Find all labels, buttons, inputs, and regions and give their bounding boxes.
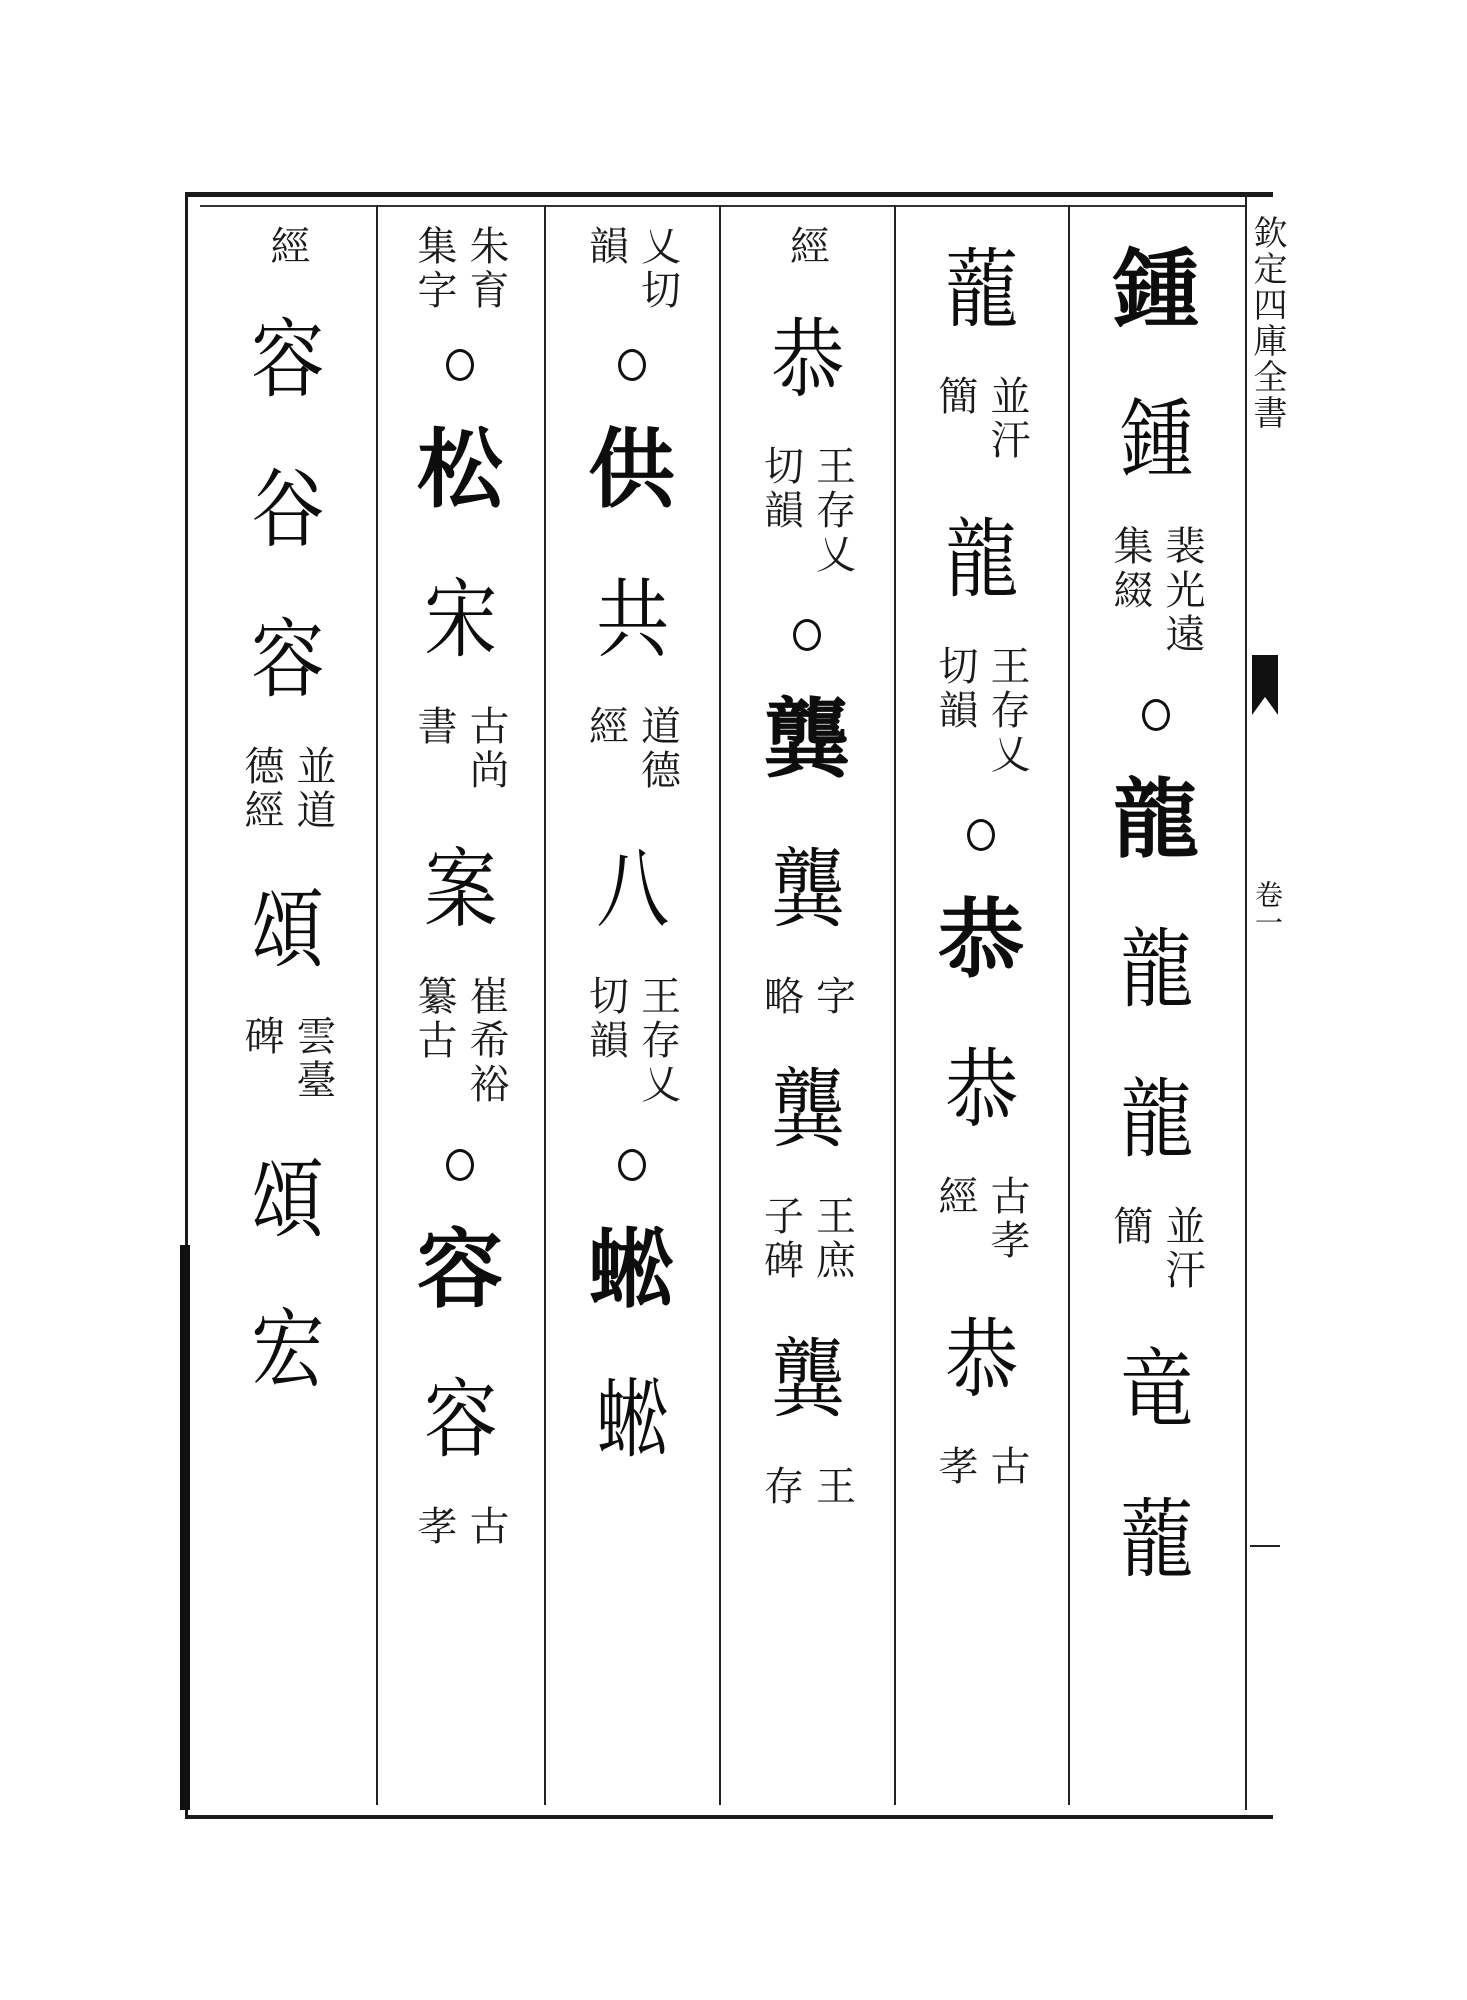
headword-glyph: 容 xyxy=(417,1219,503,1320)
annotation-line: 簡 xyxy=(1107,1205,1153,1249)
entry-circle-mark xyxy=(446,1149,474,1181)
source-annotation xyxy=(933,1175,1029,1263)
annotation-line: 乂切 xyxy=(634,225,681,313)
headword-glyph: 恭 xyxy=(938,889,1024,990)
annotation-line: 德經 xyxy=(238,745,284,833)
source-annotation xyxy=(785,225,829,269)
annotation-line: 略 xyxy=(757,975,804,1019)
entry-circle-mark xyxy=(1142,699,1170,731)
annotation-line: 經 xyxy=(932,1175,978,1219)
source-annotation xyxy=(759,1465,855,1509)
annotation-line: 古 xyxy=(984,1445,1030,1489)
seal-script-glyph: 容 xyxy=(251,610,323,710)
frame-inner-rule xyxy=(200,205,1245,207)
entry-circle-mark xyxy=(793,619,821,651)
annotation-line: 經 xyxy=(264,225,310,269)
source-annotation xyxy=(759,975,855,1019)
source-annotation xyxy=(265,225,309,269)
banxin-juan: 卷一 xyxy=(1251,880,1284,936)
seal-script-glyph: 容 xyxy=(424,1370,496,1470)
annotation-line: 王存乂 xyxy=(984,645,1030,777)
annotation-line: 王 xyxy=(809,1465,856,1509)
seal-script-glyph: 恭 xyxy=(945,1040,1017,1140)
seal-script-glyph: 宋 xyxy=(424,570,496,670)
seal-script-glyph: 龍 xyxy=(945,510,1017,610)
source-annotation xyxy=(759,445,855,577)
entry-circle-mark xyxy=(967,819,995,851)
source-annotation xyxy=(412,1505,508,1549)
annotation-line: 切韻 xyxy=(582,975,629,1063)
text-column-6 xyxy=(200,215,374,1795)
annotation-line: 簡 xyxy=(932,375,978,419)
annotation-line: 書 xyxy=(411,705,457,749)
seal-script-glyph: 八 xyxy=(595,840,668,940)
headword-glyph: 龔 xyxy=(763,689,850,790)
seal-script-glyph: 龍 xyxy=(1120,920,1192,1020)
annotation-line: 古孝 xyxy=(984,1175,1030,1263)
headword-glyph: 供 xyxy=(588,419,675,520)
text-column-3 xyxy=(721,215,892,1795)
seal-script-glyph: 容 xyxy=(251,310,323,410)
source-annotation xyxy=(239,1015,335,1103)
annotation-line: 子碑 xyxy=(757,1195,804,1283)
source-annotation xyxy=(239,745,335,833)
entry-circle-mark xyxy=(446,349,474,381)
seal-script-glyph: 恭 xyxy=(770,310,843,410)
annotation-line: 並汗 xyxy=(984,375,1030,463)
text-column-2 xyxy=(896,215,1066,1795)
seal-script-glyph: 蘢 xyxy=(945,240,1017,340)
seal-script-glyph: 龔 xyxy=(770,1330,843,1430)
source-annotation xyxy=(584,975,680,1107)
annotation-line: 裴光遠 xyxy=(1159,525,1205,657)
source-annotation xyxy=(584,225,680,313)
annotation-line: 朱育 xyxy=(463,225,509,313)
annotation-line: 纂古 xyxy=(411,975,457,1063)
text-column-4 xyxy=(546,215,717,1795)
headword-glyph: 蜙 xyxy=(588,1219,675,1320)
seal-script-glyph: 龔 xyxy=(770,1060,843,1160)
text-column-1 xyxy=(1070,215,1242,1795)
annotation-line: 雲臺 xyxy=(290,1015,336,1103)
annotation-line: 碑 xyxy=(238,1015,284,1059)
annotation-line: 切韻 xyxy=(932,645,978,733)
seal-script-glyph: 共 xyxy=(595,570,668,670)
banxin-strip xyxy=(1245,192,1287,1810)
entry-circle-mark xyxy=(618,1149,646,1181)
annotation-line: 並道 xyxy=(290,745,336,833)
annotation-line: 孝 xyxy=(932,1445,978,1489)
banxin-tick xyxy=(1250,1545,1280,1547)
seal-script-glyph: 蜙 xyxy=(595,1370,668,1470)
annotation-line: 王庶 xyxy=(809,1195,856,1283)
annotation-line: 韻 xyxy=(582,225,629,269)
source-annotation xyxy=(1108,525,1204,657)
seal-script-glyph: 案 xyxy=(424,840,496,940)
seal-script-glyph: 宏 xyxy=(251,1300,323,1400)
annotation-line: 經 xyxy=(783,225,830,269)
banxin-title: 欽定四庫全書 xyxy=(1247,215,1287,431)
annotation-line: 古尚 xyxy=(463,705,509,793)
annotation-line: 經 xyxy=(582,705,629,749)
annotation-line: 集字 xyxy=(411,225,457,313)
source-annotation xyxy=(584,705,680,793)
source-annotation xyxy=(1108,1205,1204,1293)
seal-script-glyph: 龍 xyxy=(1120,1070,1192,1170)
source-annotation xyxy=(933,1445,1029,1489)
seal-script-glyph: 頌 xyxy=(251,880,323,980)
seal-script-glyph: 蘢 xyxy=(1120,1490,1192,1590)
annotation-line: 存 xyxy=(757,1465,804,1509)
source-annotation xyxy=(412,225,508,313)
frame-left-bar xyxy=(180,1245,190,1810)
annotation-line: 並汗 xyxy=(1159,1205,1205,1293)
seal-script-glyph: 恭 xyxy=(945,1310,1017,1410)
annotation-line: 道德 xyxy=(634,705,681,793)
source-annotation xyxy=(759,1195,855,1283)
seal-script-glyph: 頌 xyxy=(251,1150,323,1250)
entry-circle-mark xyxy=(618,349,646,381)
seal-script-glyph: 竜 xyxy=(1120,1340,1192,1440)
annotation-line: 崔希裕 xyxy=(463,975,509,1107)
seal-script-glyph: 鍾 xyxy=(1120,390,1192,490)
headword-glyph: 龍 xyxy=(1113,769,1199,870)
headword-glyph: 松 xyxy=(417,419,503,520)
text-column-5 xyxy=(378,215,542,1795)
annotation-line: 王存乂 xyxy=(634,975,681,1107)
annotation-line: 王存乂 xyxy=(809,445,856,577)
source-annotation xyxy=(412,975,508,1107)
annotation-line: 切韻 xyxy=(757,445,804,533)
source-annotation xyxy=(933,375,1029,463)
source-annotation xyxy=(933,645,1029,777)
annotation-line: 集綴 xyxy=(1107,525,1153,613)
source-annotation xyxy=(412,705,508,793)
seal-script-glyph: 谷 xyxy=(251,460,323,560)
headword-glyph: 鍾 xyxy=(1113,239,1199,340)
annotation-line: 孝 xyxy=(411,1505,457,1549)
seal-script-glyph: 龔 xyxy=(770,840,843,940)
annotation-line: 字 xyxy=(809,975,856,1019)
annotation-line: 古 xyxy=(463,1505,509,1549)
